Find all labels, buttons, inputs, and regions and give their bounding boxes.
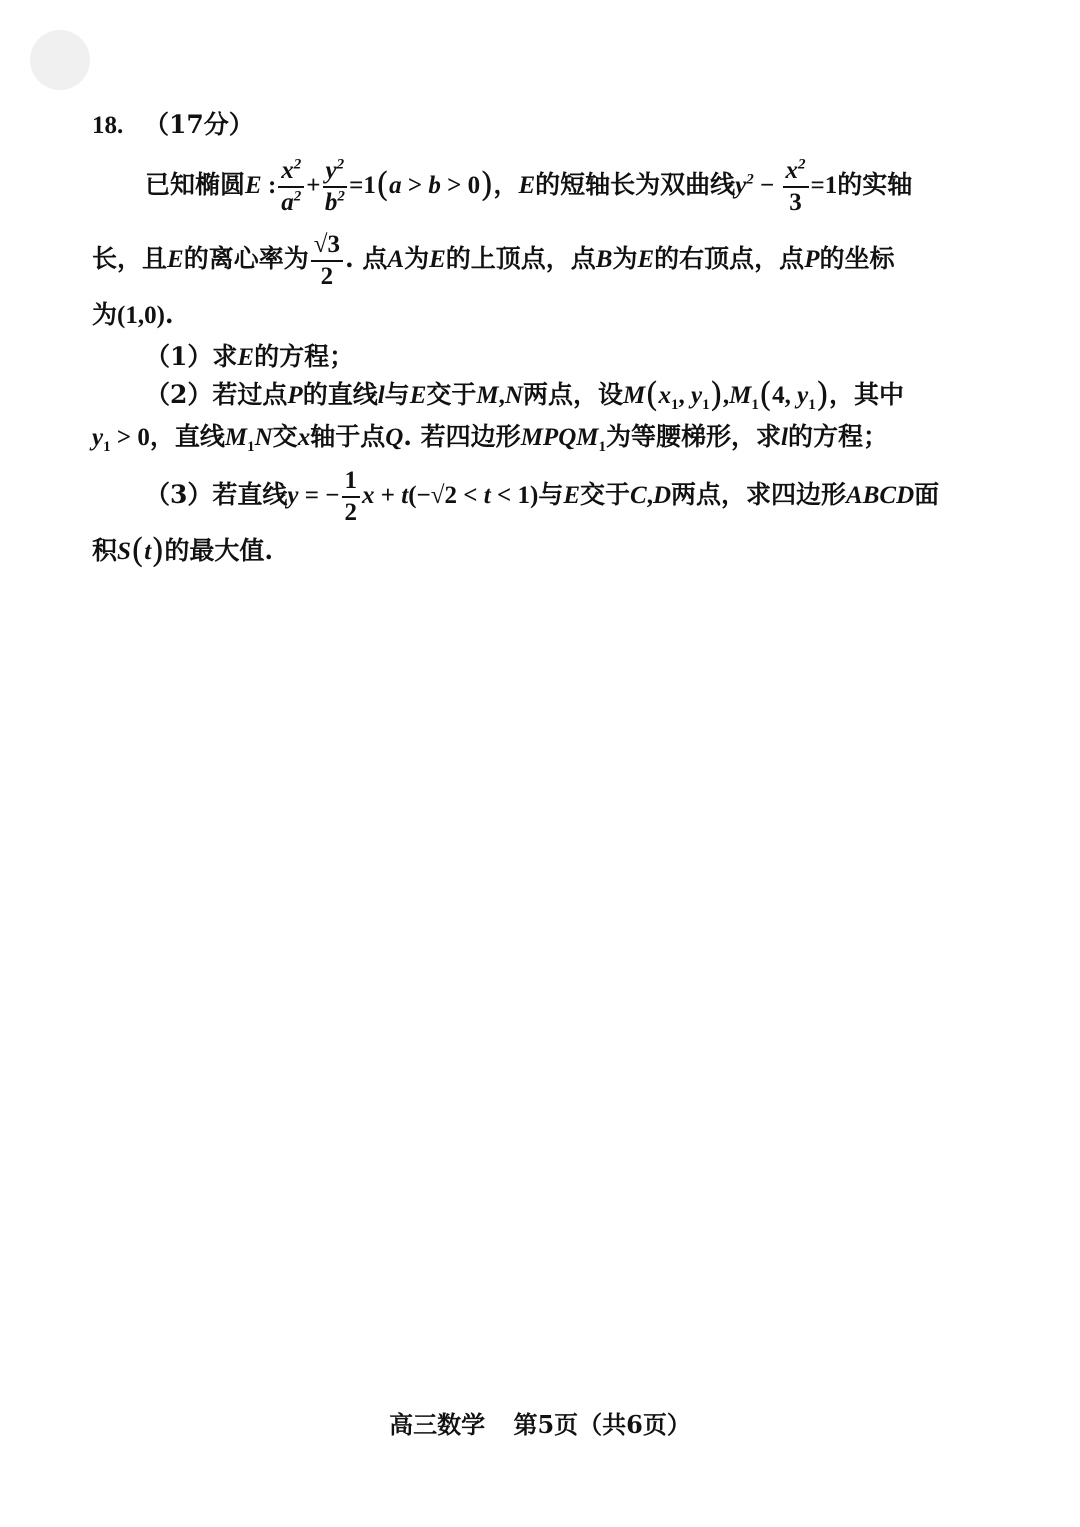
- fraction-y2-b2: $\frac{y^2}{b^2}$: [323, 156, 348, 218]
- question-header: [92, 108, 992, 143]
- question-number: 18.: [92, 112, 124, 139]
- fraction-1-2: $\frac{1}{2}$: [342, 466, 361, 528]
- part-3-line-2: 积S(t)的最大值.: [92, 531, 274, 571]
- stem-line-1: 已知椭圆E : $\frac{x^2}{a^2}$ + $\frac{y^2}{b^2}$ =1(a > b > 0)，E的短轴长为双曲线$y^2$ − $\frac{x^2}{3}$ =1的实轴: [145, 156, 913, 216]
- stem-text: 已知椭圆: [145, 170, 246, 199]
- fraction-x2-3: $\frac{x^2}{3}$: [783, 156, 809, 218]
- part-label: （1）: [145, 342, 213, 371]
- fraction-x2-a2: $\frac{x^2}{a^2}$: [278, 156, 304, 218]
- part-2-line-2: $y_1 > 0$，直线$M_1N$交x轴于点Q. 若四边形$MPQM_1$为等腰梯形，求l的方程；: [92, 422, 888, 455]
- part-2-line-1: （2）若过点P的直线l与E交于M,N两点，设$M(x_1$, $y_1),M_1(4$, $y_1$)，其中: [145, 375, 904, 415]
- question-points: （17分）: [143, 110, 254, 139]
- page-footer: [0, 1405, 1080, 1440]
- scan-smudge: [30, 30, 90, 90]
- part-3-line-1: （3）若直线y = − $\frac{1}{2}$ x + t(−√2 < t < 1)与E交于C,D两点，求四边形ABCD面: [145, 466, 940, 526]
- stem-line-2: 长，且E的离心率为 $\frac{√3}{2}$ . 点A为E的上顶点，点B为E的右顶点，点P的坐标: [92, 230, 895, 290]
- fraction-sqrt3-2: $\frac{√3}{2}$: [311, 230, 343, 292]
- footer-page-info: 第5页（共6页）: [513, 1410, 691, 1439]
- part-label: （3）: [145, 480, 213, 509]
- stem-line-3: 为(1,0).: [92, 300, 174, 329]
- part-1: （1）求E的方程；: [145, 342, 355, 371]
- part-label: （2）: [145, 380, 213, 409]
- footer-subject: 高三数学: [389, 1410, 486, 1439]
